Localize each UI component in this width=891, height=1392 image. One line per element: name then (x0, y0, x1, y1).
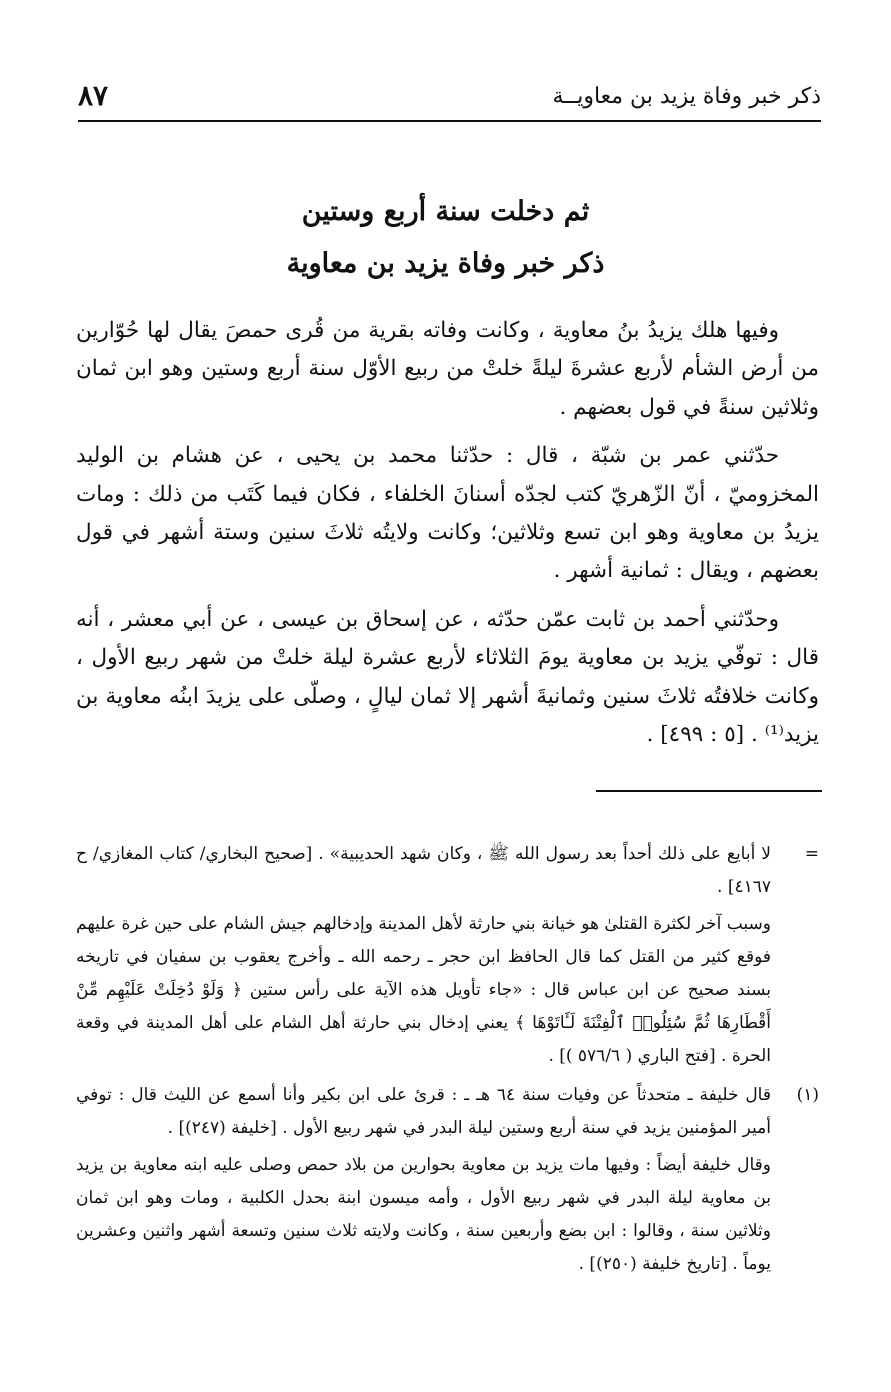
footnote-continuation-marker: = (804, 844, 819, 864)
footnotes (76, 834, 819, 1281)
body-paragraph: وحدّثني أحمد بن ثابت عمّن حدّثه ، عن إسحاق بن عيسى ، عن أبي معشر ، أنه قال : توفّي يزيد بن معاوية يومَ الثلاثاء لأربع عشرة ليلة خلتْ من شهر ربيع الأول ، وكانت خلافتُه ثلاثَ سنين وثمانيةَ أشهر إلا ثمان ليالٍ ، وصلّى على يزيدَ ابنُه معاوية بن يزيد⁽¹⁾ . [٥ : ٤٩٩] . (76, 606, 819, 748)
footnote-text: قال خليفة ـ متحدثاً عن وفيات سنة ٦٤ هـ ـ : قرئ على ابن بكير وأنا أسمع عن الليث قال : توفي أمير المؤمنين يزيد في سنة أربع وستين ليلة البدر في شهر ربيع الأول . [خليفة (٢٤٧)] . (76, 1085, 771, 1138)
section-heading-year: ثم دخلت سنة أربع وستين (301, 196, 590, 227)
running-title: ذكر خبر وفاة يزيد بن معاويــة (552, 84, 821, 109)
footnote-text: لا أبايع على ذلك أحداً بعد رسول الله ﷺ ، وكان شهد الحديبية» . [صحيح البخاري/ كتاب المغازي/ ح ٤١٦٧] . (76, 844, 771, 897)
section-heading-topic: ذكر خبر وفاة يزيد بن معاوية (286, 248, 605, 279)
header-rule (78, 120, 821, 122)
footnote-marker: (١) (796, 1085, 819, 1105)
footnote-text: وسبب آخر لكثرة القتلىٰ هو خيانة بني حارثة لأهل المدينة وإدخالهم جيش الشام على حين غرة عليهم فوقع كثير من القتل كما قال الحافظ ابن حجر ـ رحمه الله ـ وأخرج يعقوب بن سفيان في تاريخه بسند صحيح عن ابن عباس قال : «جاء تأويل هذه الآية على رأس ستين ﴿ وَلَوْ دُخِلَتْ عَلَيْهِم مِّنْ أَقْطَارِهَا ثُمَّ سُئِلُوا۟ ٱلْفِتْنَةَ لَـَٔاتَوْهَا ﴾ يعني إدخال بني حارثة أهل الشام على أهل المدينة في وقعة الحرة . [فتح الباري ( ٥٧٦/٦ )] . (76, 914, 771, 1066)
page-number: ٨٧ (78, 79, 109, 112)
footnote-continuation (76, 838, 819, 1073)
main-text (76, 312, 819, 764)
footnote-separator (596, 790, 822, 792)
body-paragraph: حدّثني عمر بن شبّة ، قال : حدّثنا محمد بن يحيى ، عن هشام بن الوليد المخزوميّ ، أنّ الزّهريّ كتب لجدّه أسنانَ الخلفاء ، فكان فيما كَتَب من ذلك : ومات يزيدُ بن معاوية وهو ابن تسع وثلاثين؛ وكانت ولايتُه ثلاثَ سنين وستة أشهر في قول بعضهم ، ويقال : ثمانية أشهر . (76, 443, 819, 584)
footnote-1 (76, 1079, 819, 1281)
footnote-text: وقال خليفة أيضاً : وفيها مات يزيد بن معاوية بحوارين من بلاد حمص وصلى عليه ابنه معاوية بن يزيد بن معاوية ليلة البدر في شهر ربيع الأول ، وأمه ميسون ابنة بحدل الكلبية ، ومات وهو ابن ثمان وثلاثين سنة ، وقالوا : ابن بضع وأربعين سنة ، وكانت ولايته ثلاث سنين وتسعة أشهر واثنين وعشرين يوماً . [تاريخ خليفة (٢٥٠)] . (76, 1155, 771, 1274)
body-paragraph: وفيها هلك يزيدُ بنُ معاوية ، وكانت وفاته بقرية من قُرى حمصَ يقال لها حُوّارين من أرض الشأم لأربع عشرةَ ليلةً خلتْ من ربيع الأوّل سنة أربع وستين وهو ابن ثمان وثلاثين سنةً في قول بعضهم . (76, 318, 819, 420)
running-header (78, 80, 821, 120)
